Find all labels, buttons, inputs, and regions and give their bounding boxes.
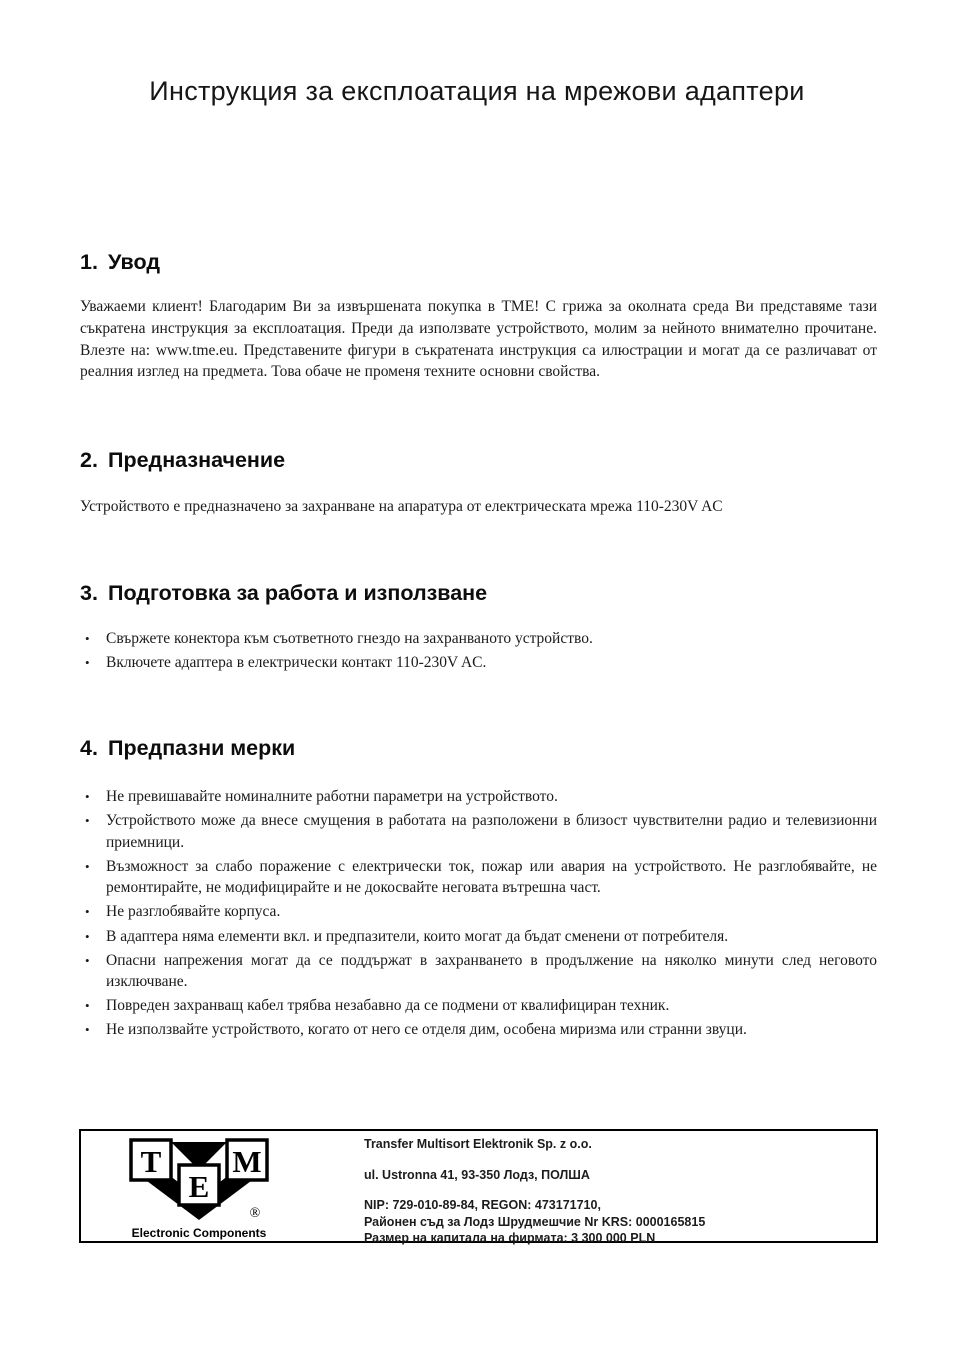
logo-letter: M [232,1144,262,1179]
list-item [80,926,877,948]
bullet-marker: • [85,858,90,874]
section-3-heading [80,581,487,606]
registered-mark: ® [249,1206,261,1220]
company-registration-line: Размер на капитала на фирмата: 3 300 000 PLN [364,1231,656,1245]
company-info [364,1136,705,1247]
company-name: Transfer Multisort Elektronik Sp. z o.o. [364,1137,592,1151]
page-title: Инструкция за експлоатация на мрежови адаптери [149,76,805,106]
tme-logo [127,1136,271,1240]
section-number: 4. [80,736,98,760]
section-2-heading [80,448,285,473]
bullet-marker: • [85,655,90,671]
list-item [80,995,877,1017]
section-1-heading [80,250,160,275]
bullet-marker: • [85,1022,90,1038]
list-item [80,901,877,923]
bullet-text: Не използвайте устройството, когато от него се отделя дим, особена миризма или странни звуци. [106,1021,747,1039]
bullet-marker: • [85,928,90,944]
intro-paragraph: Уважаеми клиент! Благодарим Ви за извършената покупка в TME! С грижа за околната среда Ви представяме тази съкратена инструкция за експлоатация. Преди да използвате устройството, молим за нейното внимателно прочитане. Влезте на: www.tme.eu. Представените фигури в съкратената инструкция са илюстрации и могат да се различават от реалния изглед на предмета. Това обаче не променя техните основни свойства. [80,298,877,381]
section-heading-text: Подготовка за работа и използване [108,581,488,605]
bullet-marker: • [85,631,90,646]
preparation-bullet-list [80,628,877,676]
tme-logo-mark [127,1136,271,1220]
section-heading-text: Предназначение [108,448,286,472]
bullet-text: Включете адаптера в електрически контакт 110-230V AC. [106,654,487,672]
logo-letter: E [188,1169,210,1204]
section-number: 2. [80,448,98,472]
bullet-text: В адаптера няма елементи вкл. и предпазители, които могат да бъдат сменени от потребителя. [106,927,729,945]
footer-box [79,1129,878,1243]
bullet-marker: • [85,998,90,1014]
section-heading-text: Увод [108,250,160,274]
section-number: 3. [80,581,98,605]
bullet-text: Устройството може да внесе смущения в работата на разположени в близост чувствителни радио и телевизионни приемници. [106,812,877,851]
bullet-marker: • [85,952,90,968]
bullet-marker: • [85,904,90,920]
list-item [80,950,877,993]
list-item [80,1019,877,1041]
section-number: 1. [80,250,98,274]
section-heading-text: Предпазни мерки [108,736,296,760]
section-4-heading [80,736,295,761]
logo-caption: Electronic Components [131,1226,267,1240]
bullet-marker: • [85,789,90,804]
bullet-text: Свържете конектора към съответното гнездо на захранваното устройство. [106,630,593,647]
list-item [80,652,877,674]
bullet-marker: • [85,813,90,829]
list-item [80,856,877,899]
company-registration-line: NIP: 729-010-89-84, REGON: 473171710, [364,1198,601,1212]
bullet-text: Опасни напрежения могат да се поддържат в захранването в продължение на няколко минути след неговото изключване. [106,951,877,991]
bullet-text: Повреден захранващ кабел трябва незабавно да се подмени от квалифициран техник. [106,997,670,1015]
bullet-text: Не превишавайте номиналните работни параметри на устройството. [106,788,558,805]
bullet-text: Възможност за слабо поражение с електрически ток, пожар или авария на устройството. Не разглобявайте, не ремонтирайте, не модифицирайте и не докосвайте неговата вътрешна част. [106,857,877,897]
list-item [80,628,877,650]
company-registration-line: Районен съд за Лодз Шрудмешчие Nr KRS: 0000165815 [364,1214,706,1229]
company-address: ul. Ustronna 41, 93-350 Лодз, ПОЛША [364,1167,590,1182]
bullet-text: Не разглобявайте корпуса. [106,903,281,921]
list-item [80,810,877,853]
safety-bullet-list [80,786,877,1044]
purpose-paragraph: Устройството е предназначено за захранване на апаратура от електрическата мрежа 110-230V AC [80,498,723,515]
list-item [80,786,877,808]
logo-letter: T [140,1144,162,1179]
